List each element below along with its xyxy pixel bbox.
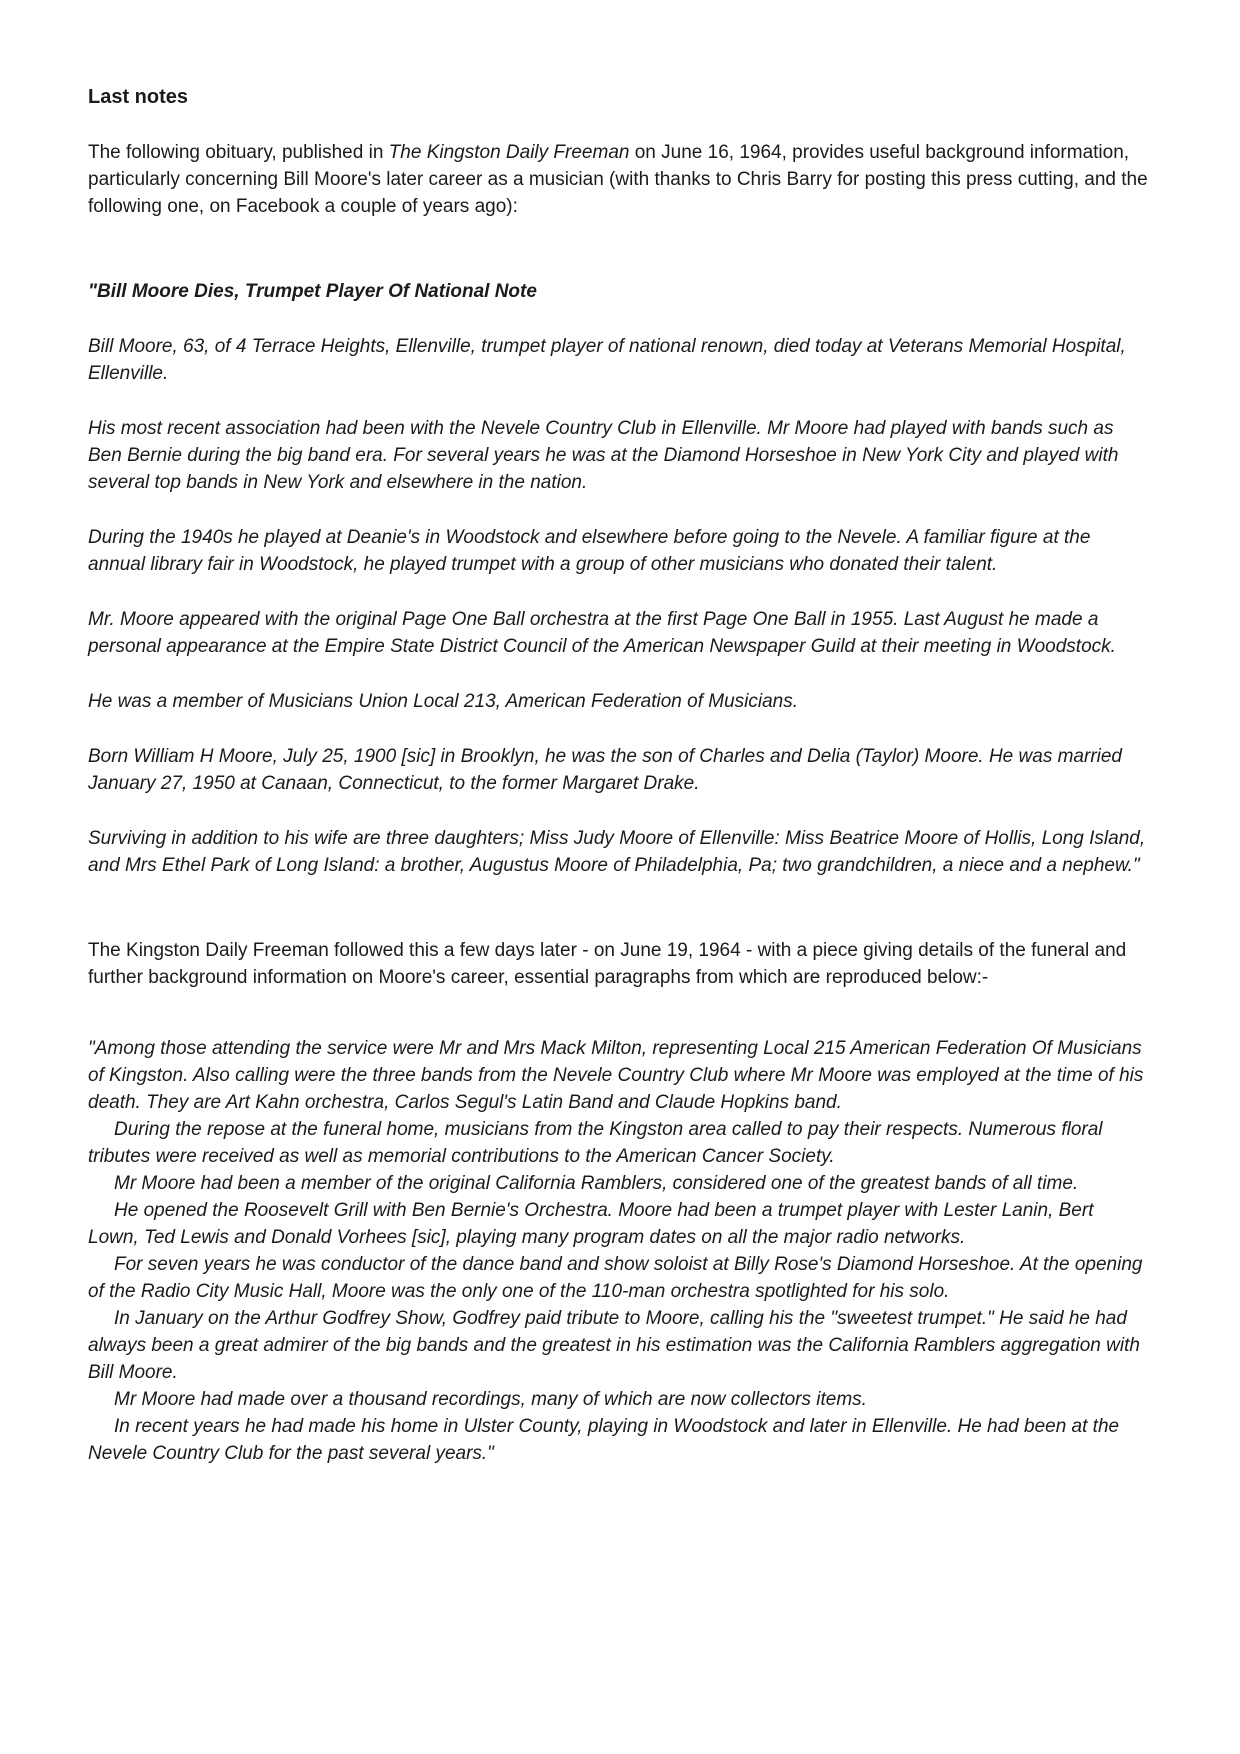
followup-paragraph: For seven years he was conductor of the dance band and show soloist at Billy Rose's Diamond Horseshoe. At the opening of the Radio City Music Hall, Moore was the only one of the 110-man orchestra spotlighted for his solo.: [88, 1254, 1143, 1302]
intro-text-pre: The following obituary, published in: [88, 142, 389, 163]
intro-text-post: on June 16, 1964, provides useful background information, particularly concerning Bill Moore's later career as a musician (with thanks to Chris Barry for posting this press cutting, and the following one, on Facebook a couple of years ago):: [88, 142, 1148, 217]
obituary-paragraph: Surviving in addition to his wife are three daughters; Miss Judy Moore of Ellenville: Miss Beatrice Moore of Hollis, Long Island, and Mrs Ethel Park of Long Island: a brother, Augustus Moore of Philadelphia, Pa; two grandchildren, a niece and a nephew.": [88, 828, 1146, 876]
interlude-paragraph: The Kingston Daily Freeman followed this a few days later - on June 19, 1964 - with a piece giving details of the funeral and further background information on Moore's career, essential paragraphs from which are reproduced below:-: [88, 940, 1127, 988]
intro-paragraph: [88, 139, 1148, 220]
obituary-paragraph: Born William H Moore, July 25, 1900 [sic] in Brooklyn, he was the son of Charles and Delia (Taylor) Moore. He was married January 27, 1950 at Canaan, Connecticut, to the former Margaret Drake.: [88, 746, 1122, 794]
newspaper-title: The Kingston Daily Freeman: [388, 142, 630, 163]
followup-paragraph: During the repose at the funeral home, musicians from the Kingston area called to pay their respects. Numerous floral tributes were received as well as memorial contributions to the American Cancer Society.: [88, 1119, 1103, 1167]
obituary-paragraph: His most recent association had been with the Nevele Country Club in Ellenville. Mr Moore had played with bands such as Ben Bernie during the big band era. For several years he was at the Diamond Horseshoe in New York City and played with several top bands in New York and elsewhere in the nation.: [88, 418, 1119, 493]
document-heading: Last notes: [88, 86, 189, 108]
obituary-paragraph: He was a member of Musicians Union Local 213, American Federation of Musicians.: [88, 691, 799, 712]
followup-paragraph: He opened the Roosevelt Grill with Ben Bernie's Orchestra. Moore had been a trumpet player with Lester Lanin, Bert Lown, Ted Lewis and Donald Vorhees [sic], playing many program dates on all the major radio networks.: [88, 1200, 1094, 1248]
obituary-paragraph: During the 1940s he played at Deanie's in Woodstock and elsewhere before going to the Nevele. A familiar figure at the annual library fair in Woodstock, he played trumpet with a group of other musicians who donated their talent.: [88, 527, 1091, 575]
followup-article: [88, 1035, 1148, 1467]
obituary-paragraph: Bill Moore, 63, of 4 Terrace Heights, Ellenville, trumpet player of national renown, died today at Veterans Memorial Hospital, Ellenville.: [88, 336, 1126, 384]
followup-paragraph: Mr Moore had been a member of the original California Ramblers, considered one of the greatest bands of all time.: [114, 1173, 1079, 1194]
followup-paragraph: Mr Moore had made over a thousand recordings, many of which are now collectors items.: [114, 1389, 867, 1410]
obituary-paragraph: Mr. Moore appeared with the original Page One Ball orchestra at the first Page One Ball in 1955. Last August he made a personal appearance at the Empire State District Council of the American Newspaper Guild at their meeting in Woodstock.: [88, 609, 1116, 657]
obituary-headline: "Bill Moore Dies, Trumpet Player Of National Note: [88, 281, 537, 302]
followup-paragraph: In recent years he had made his home in Ulster County, playing in Woodstock and later in Ellenville. He had been at the Nevele Country Club for the past several years.": [88, 1416, 1120, 1464]
followup-paragraph: "Among those attending the service were Mr and Mrs Mack Milton, representing Local 215 American Federation Of Musicians of Kingston. Also calling were the three bands from the Nevele Country Club where Mr Moore was employed at the time of his death. They are Art Kahn orchestra, Carlos Segul's Latin Band and Claude Hopkins band.: [88, 1038, 1144, 1113]
followup-paragraph: In January on the Arthur Godfrey Show, Godfrey paid tribute to Moore, calling his the "sweetest trumpet." He said he had always been a great admirer of the big bands and the greatest in his estimation was the California Ramblers aggregation with Bill Moore.: [88, 1308, 1140, 1383]
